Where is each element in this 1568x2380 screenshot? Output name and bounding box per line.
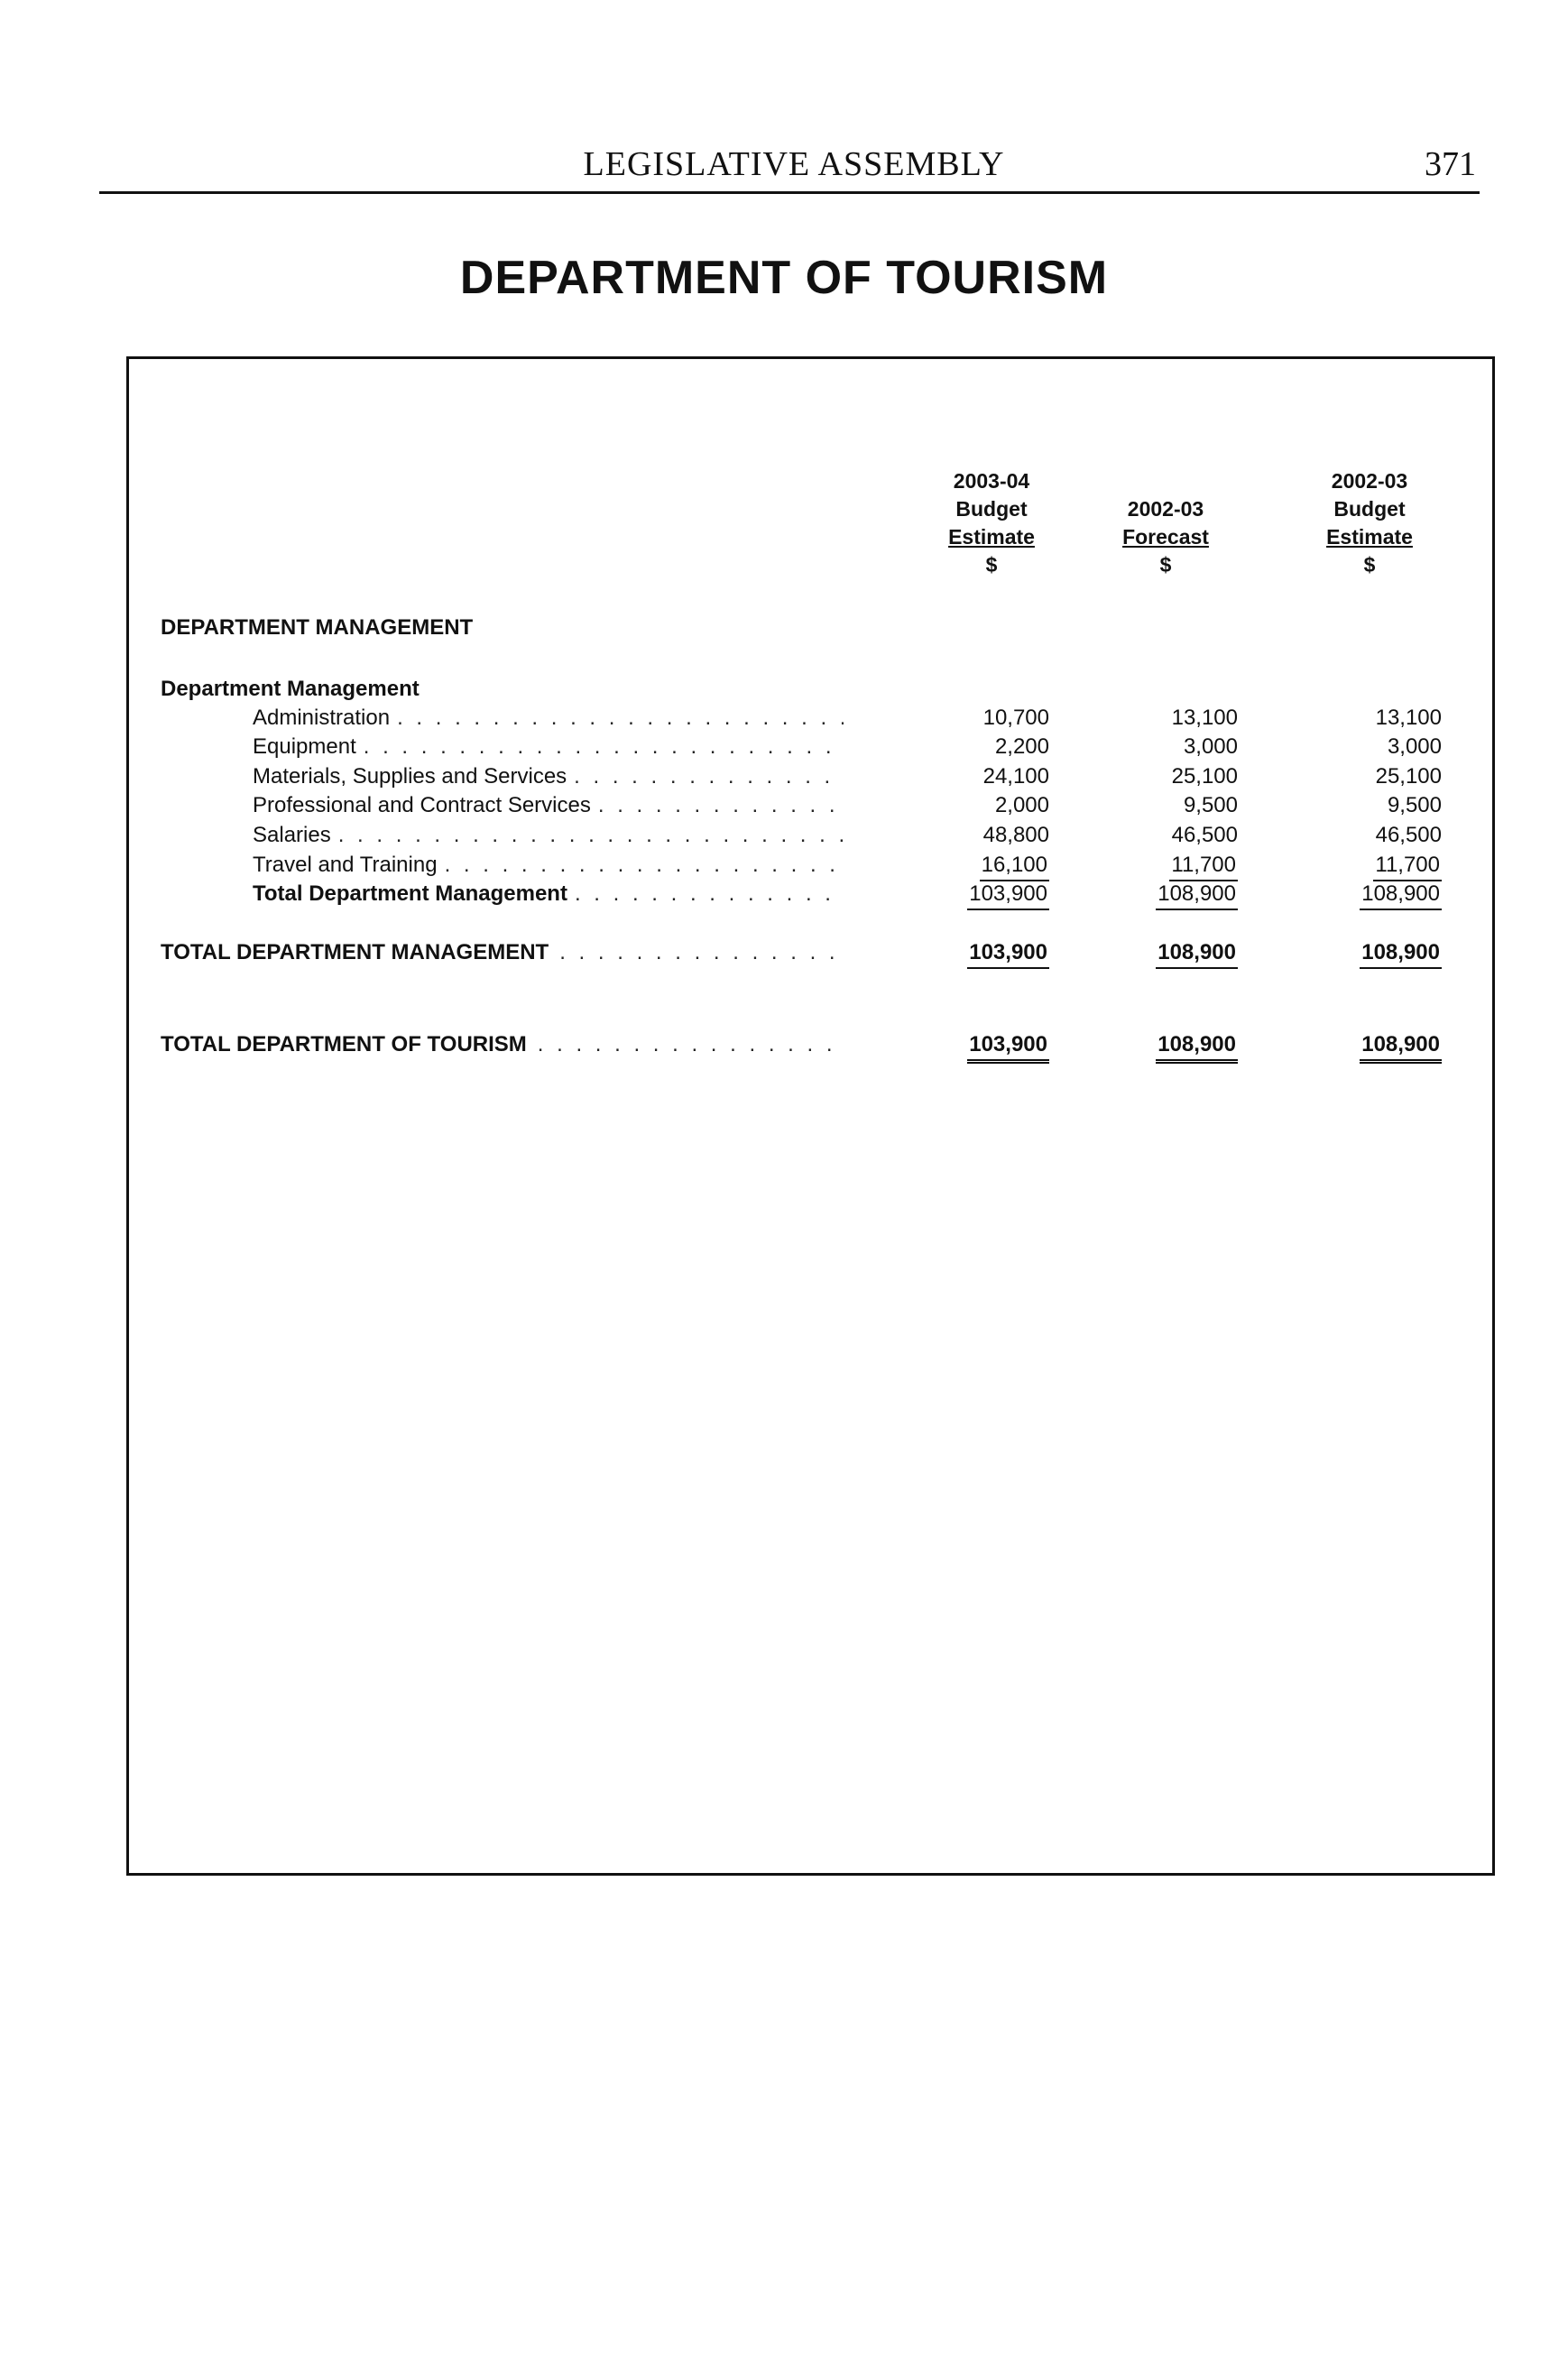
table-row	[253, 704, 844, 733]
cell-value-underlined: 11,700	[1373, 851, 1442, 881]
cell-value: 13,100	[1375, 706, 1442, 730]
section-total-label: TOTAL DEPARTMENT MANAGEMENT	[161, 940, 549, 964]
column-header-budget-estimate-2002-03	[1279, 467, 1460, 579]
cell-value: 46,500	[1171, 823, 1238, 847]
dot-leader	[559, 938, 844, 967]
subtotal-value	[869, 880, 1049, 910]
row-label: Materials, Supplies and Services	[253, 764, 567, 789]
header-rule	[99, 191, 1480, 194]
page-title: DEPARTMENT OF TOURISM	[459, 252, 1109, 304]
section-heading: DEPARTMENT MANAGEMENT	[161, 615, 474, 640]
dot-leader	[445, 851, 844, 880]
cell-value: 24,100	[982, 764, 1049, 789]
cell-value: 3,000	[1183, 734, 1238, 759]
column-header-line3: Estimate	[948, 525, 1035, 549]
cell-value-underlined: 16,100	[980, 851, 1049, 881]
cell-value: 46,500	[1375, 823, 1442, 847]
subtotal-value	[1261, 880, 1442, 910]
grand-total-label: TOTAL DEPARTMENT OF TOURISM	[161, 1032, 527, 1056]
dot-leader	[364, 733, 844, 761]
row-label: Equipment	[253, 734, 356, 759]
grand-total-value-double-underlined: 108,900	[1360, 1030, 1442, 1064]
running-head: LEGISLATIVE ASSEMBLY	[583, 145, 1005, 183]
cell-value: 25,100	[1171, 764, 1238, 789]
row-label: Travel and Training	[253, 853, 438, 877]
page-number: 371	[1425, 145, 1476, 183]
section-total-value	[1261, 938, 1442, 969]
row-label: Salaries	[253, 823, 331, 847]
section-total-value-underlined: 103,900	[967, 938, 1049, 969]
column-header-line2: Budget	[955, 497, 1028, 521]
section-total-value	[869, 938, 1049, 969]
subtotal-value-underlined: 108,900	[1360, 880, 1442, 910]
grand-total-value	[1261, 1030, 1442, 1064]
table-row	[253, 762, 844, 791]
cell-value: 2,200	[994, 734, 1049, 759]
section-total-value	[1057, 938, 1238, 969]
grand-total-value-double-underlined: 103,900	[967, 1030, 1049, 1064]
grand-total-value	[1057, 1030, 1238, 1064]
grand-total-value	[869, 1030, 1049, 1064]
column-header-line1	[1075, 467, 1256, 495]
column-header-line3: Forecast	[1122, 525, 1209, 549]
section-total-value-underlined: 108,900	[1360, 938, 1442, 969]
cell-value: 3,000	[1387, 734, 1442, 759]
cell-value	[1057, 851, 1238, 881]
cell-value: 2,000	[994, 793, 1049, 817]
column-header-line2: Budget	[1333, 497, 1406, 521]
column-header-line1: 2003-04	[953, 469, 1030, 493]
section-total-row	[161, 938, 844, 967]
cell-value-underlined: 11,700	[1169, 851, 1238, 881]
table-row	[253, 791, 844, 820]
dot-leader	[397, 704, 844, 733]
grand-total-row	[161, 1030, 844, 1059]
row-label: Administration	[253, 706, 391, 730]
dot-leader	[538, 1030, 844, 1059]
column-header-unit: $	[985, 553, 998, 577]
cell-value	[869, 851, 1049, 881]
cell-value: 48,800	[982, 823, 1049, 847]
column-header-unit: $	[1159, 553, 1172, 577]
subsection-heading: Department Management	[161, 677, 420, 701]
table-row	[253, 733, 844, 761]
cell-value: 9,500	[1387, 793, 1442, 817]
table-frame	[126, 356, 1495, 1876]
column-header-forecast-2002-03	[1075, 467, 1256, 579]
dot-leader	[338, 821, 844, 850]
cell-value: 13,100	[1171, 706, 1238, 730]
cell-value: 25,100	[1375, 764, 1442, 789]
subtotal-value-underlined: 108,900	[1156, 880, 1238, 910]
dot-leader	[598, 791, 844, 820]
row-label: Professional and Contract Services	[253, 793, 591, 817]
column-header-line3: Estimate	[1326, 525, 1413, 549]
subtotal-value	[1057, 880, 1238, 910]
subtotal-row	[253, 880, 844, 909]
column-header-budget-estimate-2003-04	[901, 467, 1082, 579]
grand-total-value-double-underlined: 108,900	[1156, 1030, 1238, 1064]
cell-value: 10,700	[982, 706, 1049, 730]
dot-leader	[574, 762, 844, 791]
column-header-line2: 2002-03	[1127, 497, 1204, 521]
table-row	[253, 821, 844, 850]
column-header-unit: $	[1363, 553, 1376, 577]
dot-leader	[575, 880, 844, 909]
section-total-value-underlined: 108,900	[1156, 938, 1238, 969]
cell-value: 9,500	[1183, 793, 1238, 817]
column-header-line1: 2002-03	[1331, 469, 1408, 493]
cell-value	[1261, 851, 1442, 881]
subtotal-label: Total Department Management	[253, 881, 567, 906]
subtotal-value-underlined: 103,900	[967, 880, 1049, 910]
table-row	[253, 851, 844, 880]
